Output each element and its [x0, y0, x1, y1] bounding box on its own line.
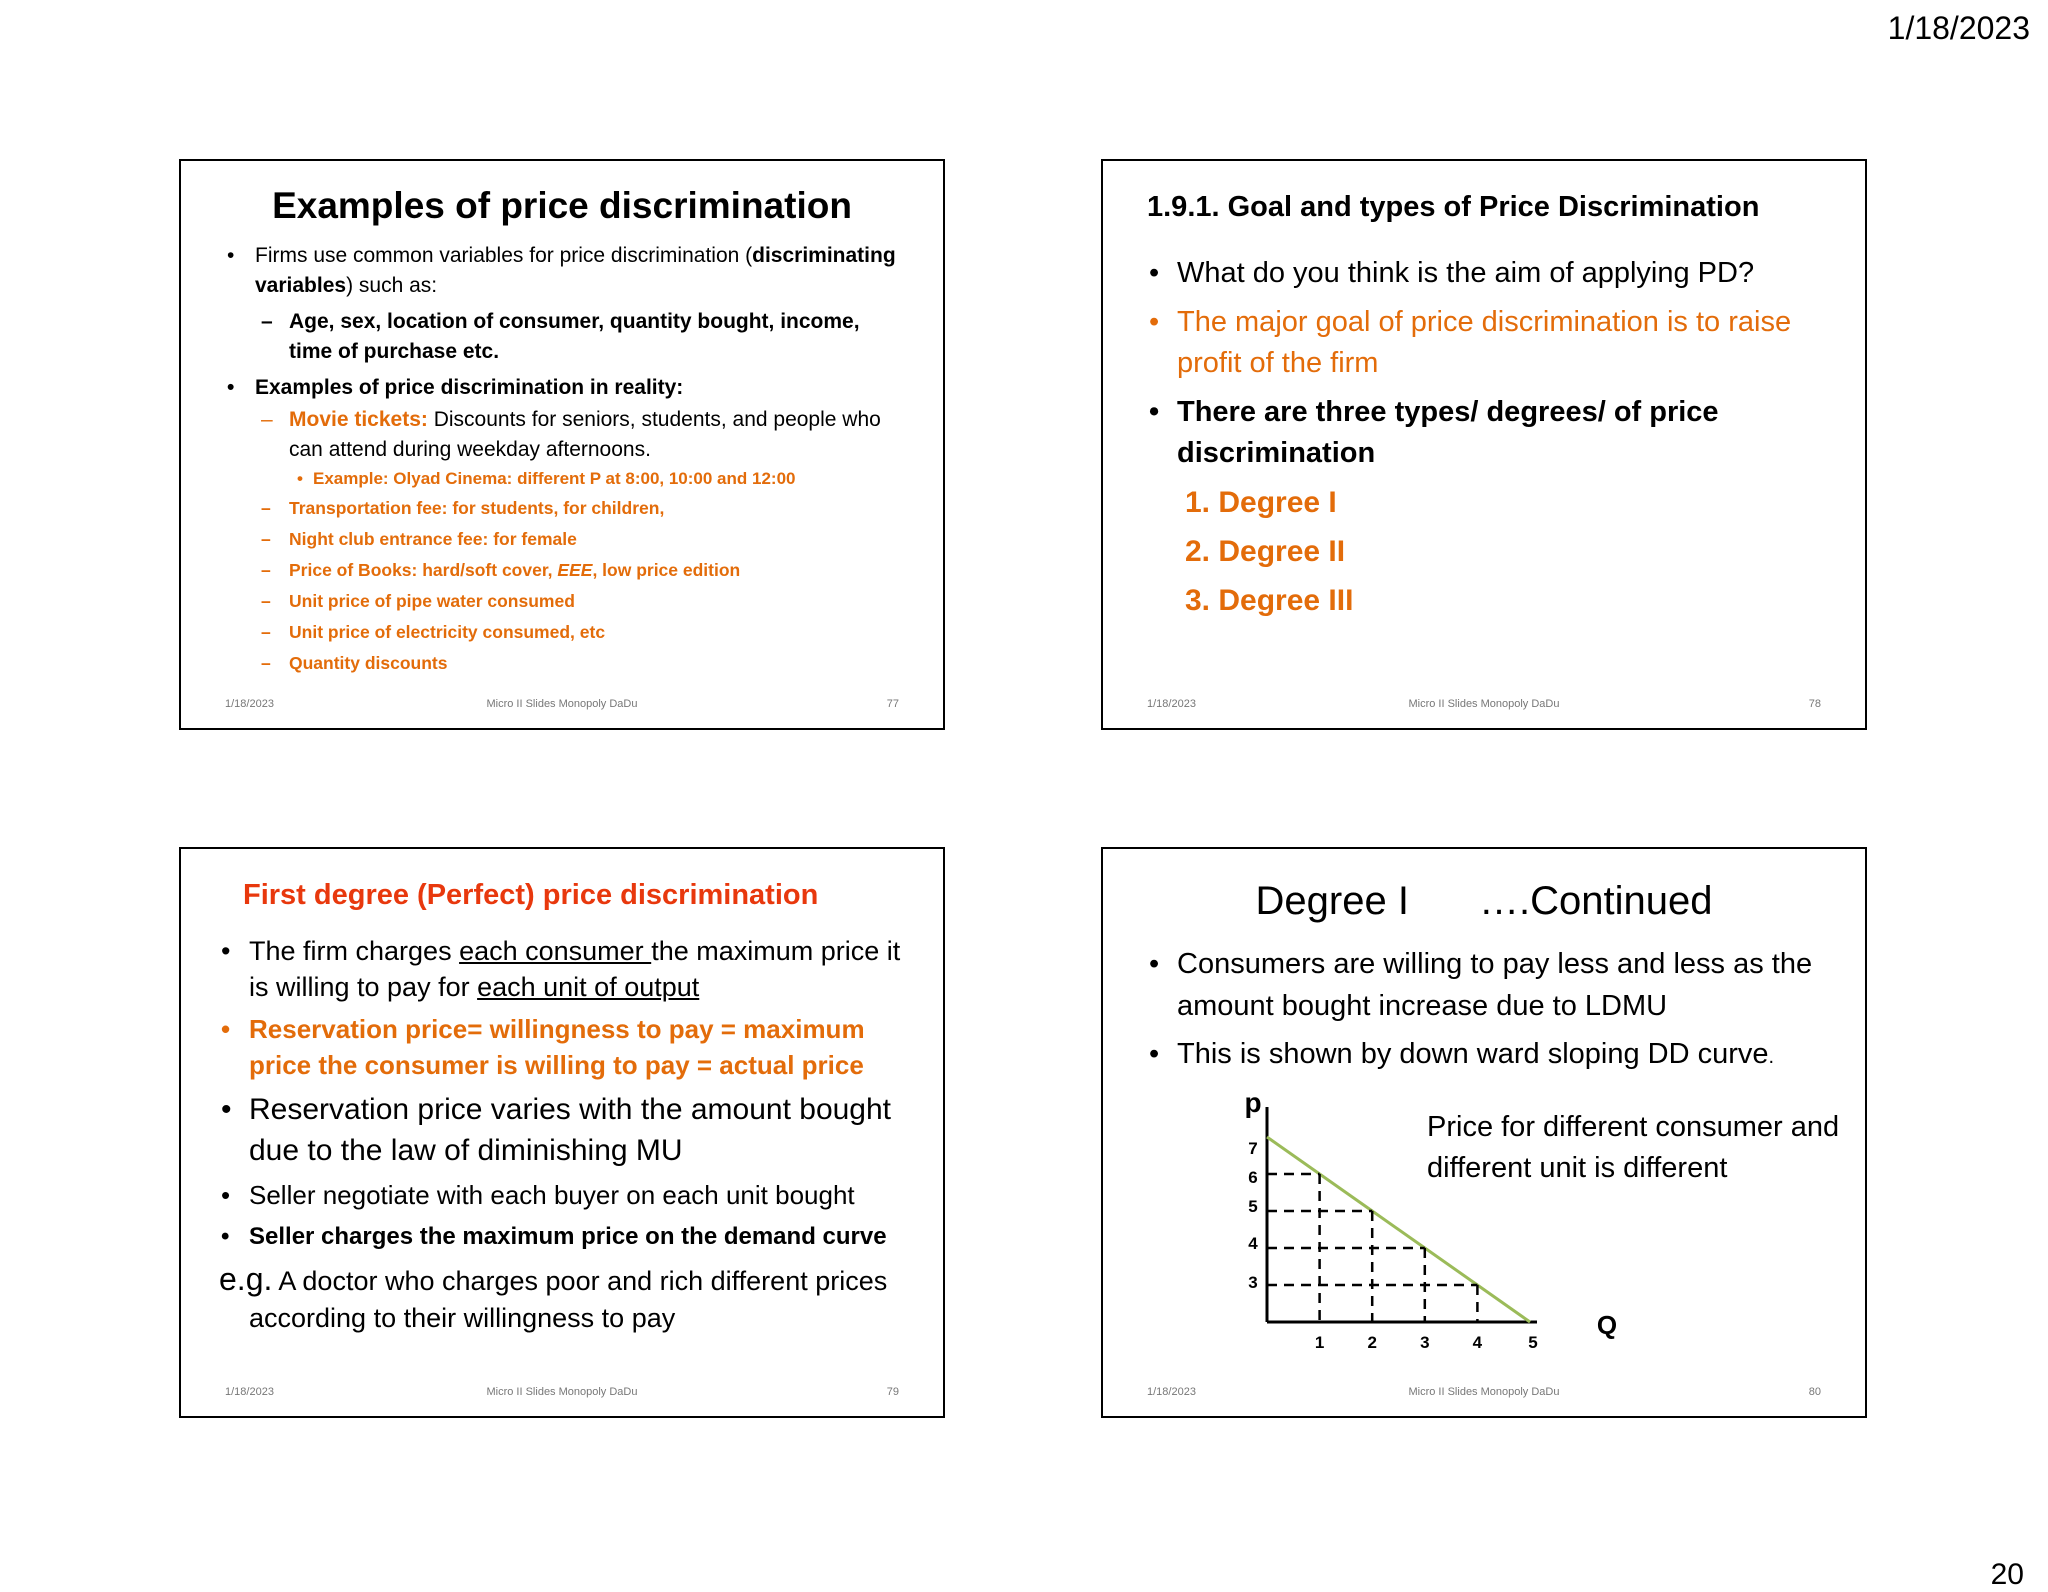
degree-item: 2. Degree II: [1185, 535, 1346, 568]
example-prefix: e.g.: [219, 1261, 273, 1297]
movie-text: Discounts for seniors, students, and people who can attend during weekday afternoons.: [289, 408, 881, 461]
sub-bullet: [261, 493, 903, 524]
bullet-text: What do you think is the aim of applying PD?: [1177, 257, 1755, 289]
slide-title: Examples of price discrimination: [272, 185, 852, 226]
list-item: Unit price of pipe water consumed: [289, 591, 575, 611]
bullet-dot-icon: •: [227, 244, 235, 267]
bullet-dot-icon: •: [221, 1014, 231, 1044]
bullet: [219, 933, 913, 1005]
bullet-dot-icon: •: [221, 1093, 232, 1126]
slide-number: 77: [886, 698, 899, 710]
bullet-dot-icon: •: [221, 1180, 231, 1210]
footer-date: 1/18/2023: [1147, 698, 1196, 710]
y-tick-label: 4: [1248, 1234, 1258, 1253]
bullet-text: Consumers are willing to pay less and less as the amount bought increase due to LDMU: [1177, 948, 1813, 1022]
footer-center: Micro II Slides Monopoly DaDu: [1408, 698, 1560, 710]
dash-icon: –: [261, 622, 271, 642]
list-item: Night club entrance fee: for female: [289, 529, 577, 549]
bullet: [219, 1219, 913, 1255]
bullet-dot-icon: •: [227, 376, 235, 399]
footer-center: Micro II Slides Monopoly DaDu: [1408, 1386, 1560, 1398]
sub-bullet: [261, 586, 903, 617]
list-item: Transportation fee: for students, for children,: [289, 498, 665, 518]
list-item: Unit price of electricity consumed, etc: [289, 622, 606, 642]
bullet-dot-icon: •: [1149, 948, 1160, 980]
italic-text: EEE: [557, 560, 593, 580]
chart-note: Price for different consumer and different unit is different: [1427, 1111, 1840, 1184]
footer-center: Micro II Slides Monopoly DaDu: [486, 1386, 638, 1398]
y-tick-label: 7: [1248, 1139, 1258, 1158]
x-tick-label: 1: [1314, 1333, 1325, 1352]
dash-icon: –: [261, 498, 271, 518]
bullet-text: Seller negotiate with each buyer on each unit bought: [249, 1180, 855, 1210]
slide-footer: [181, 1386, 943, 1400]
bullet-text: The firm charges: [249, 936, 460, 966]
degree-item: 1. Degree I: [1185, 486, 1337, 519]
x-tick-label: 4: [1472, 1333, 1483, 1352]
y-tick-label: 3: [1248, 1273, 1258, 1292]
slide-body: [225, 241, 903, 679]
dash-icon: –: [261, 310, 273, 333]
bullet-text: Firms use common variables for price discrimination (: [255, 244, 753, 267]
bullet: [219, 1011, 913, 1083]
slide-number: 78: [1808, 698, 1821, 710]
bullet-dot-icon: •: [1149, 306, 1160, 338]
footer-center: Micro II Slides Monopoly DaDu: [486, 698, 638, 710]
y-tick-label: 5: [1248, 1197, 1258, 1216]
title-part: ….Continued: [1478, 879, 1713, 923]
bullet: [219, 1177, 913, 1213]
dash-icon: –: [261, 591, 271, 611]
bullet-text: This is shown by down ward sloping DD curve: [1177, 1038, 1769, 1070]
dash-icon: –: [261, 529, 271, 549]
sub-bullet: [261, 307, 903, 367]
y-axis-label: p: [1244, 1087, 1262, 1118]
bullet: [225, 373, 903, 403]
bullet: [1147, 302, 1835, 384]
dash-icon: –: [261, 408, 273, 431]
underlined-text: each consumer: [459, 936, 652, 966]
bullet-text: Seller charges the maximum price on the demand curve: [249, 1223, 887, 1250]
bullet-text: Reservation price varies with the amount bought due to the law of diminishing MU: [249, 1093, 892, 1167]
title-part: Degree I: [1255, 879, 1409, 923]
sub-bullet: [261, 617, 903, 648]
sub-sub-bullet: [295, 465, 903, 493]
page-date: 1/18/2023: [1887, 10, 2030, 46]
sub-bullet: [261, 648, 903, 679]
demand-curve-line: [1267, 1137, 1530, 1322]
bullet-text: The major goal of price discrimination is to raise profit of the firm: [1177, 306, 1792, 379]
footer-date: 1/18/2023: [225, 1386, 274, 1398]
bullet-dot-icon: •: [1149, 396, 1160, 428]
y-tick-label: 6: [1248, 1168, 1258, 1187]
slide-body: [1147, 253, 1835, 629]
example-text: Example: Olyad Cinema: different P at 8:00, 10:00 and 12:00: [313, 469, 796, 488]
sub-bullet: [261, 524, 903, 555]
movie-label: Movie tickets:: [289, 408, 428, 431]
bullet: [1147, 392, 1835, 474]
slide-number: 79: [886, 1386, 899, 1398]
bullet-dot-icon: •: [1149, 1038, 1160, 1070]
bullet-dot-icon: •: [297, 469, 303, 488]
slide-77: [179, 159, 945, 730]
slide-footer: [1103, 1386, 1865, 1400]
example-text: A doctor who charges poor and rich different prices according to their willingness to pay: [249, 1266, 888, 1333]
x-axis-label: Q: [1596, 1310, 1618, 1340]
list-item: Price of Books: hard/soft cover,: [289, 560, 558, 580]
bullet-dot-icon: •: [1149, 257, 1160, 289]
degree-item: 3. Degree III: [1185, 584, 1354, 617]
slide-80: [1101, 847, 1867, 1418]
bullet-text: .: [1768, 1046, 1775, 1068]
slide-78: [1101, 159, 1867, 730]
bullet-dot-icon: •: [221, 1223, 230, 1250]
bullet-dot-icon: •: [221, 936, 231, 966]
bullet-text: the maximum price it is willing to pay for: [249, 936, 901, 1002]
slide-79: [179, 847, 945, 1418]
bullet-text: ) such as:: [346, 274, 438, 297]
dash-icon: –: [261, 560, 271, 580]
slide-number: 80: [1808, 1386, 1821, 1398]
slide-footer: [181, 698, 943, 712]
list-item: Quantity discounts: [289, 653, 448, 673]
x-tick-label: 3: [1420, 1333, 1430, 1352]
page-number: 20: [1990, 1558, 2024, 1591]
bullet-bold-text: discriminating variables: [255, 244, 896, 297]
bullet: [1147, 253, 1835, 294]
slide-body: [219, 933, 913, 1337]
sub-bullet: [261, 555, 903, 586]
footer-date: 1/18/2023: [225, 698, 274, 710]
dash-icon: –: [261, 653, 271, 673]
bullet-text: There are three types/ degrees/ of price discrimination: [1177, 396, 1719, 469]
slide-footer: [1103, 698, 1865, 712]
slide-title: First degree (Perfect) price discrimination: [243, 879, 819, 911]
x-tick-label: 2: [1367, 1333, 1377, 1352]
underlined-text: each unit of output: [477, 972, 700, 1002]
footer-date: 1/18/2023: [1147, 1386, 1196, 1398]
demand-curve-chart: [1103, 849, 1869, 1420]
bullet: [225, 241, 903, 301]
x-tick-label: 5: [1528, 1333, 1538, 1352]
bullet: [219, 1089, 913, 1171]
bullet-text: Examples of price discrimination in reality:: [255, 376, 684, 399]
sub-bullet: [261, 405, 903, 465]
example: [219, 1261, 913, 1337]
sub-bullet-text: Age, sex, location of consumer, quantity bought, income, time of purchase etc.: [289, 310, 860, 363]
bullet-text: Reservation price= willingness to pay = maximum price the consumer is willing to pay = actual price: [249, 1014, 865, 1080]
slide-title: 1.9.1. Goal and types of Price Discrimination: [1147, 191, 1760, 223]
list-item: , low price edition: [592, 560, 741, 580]
